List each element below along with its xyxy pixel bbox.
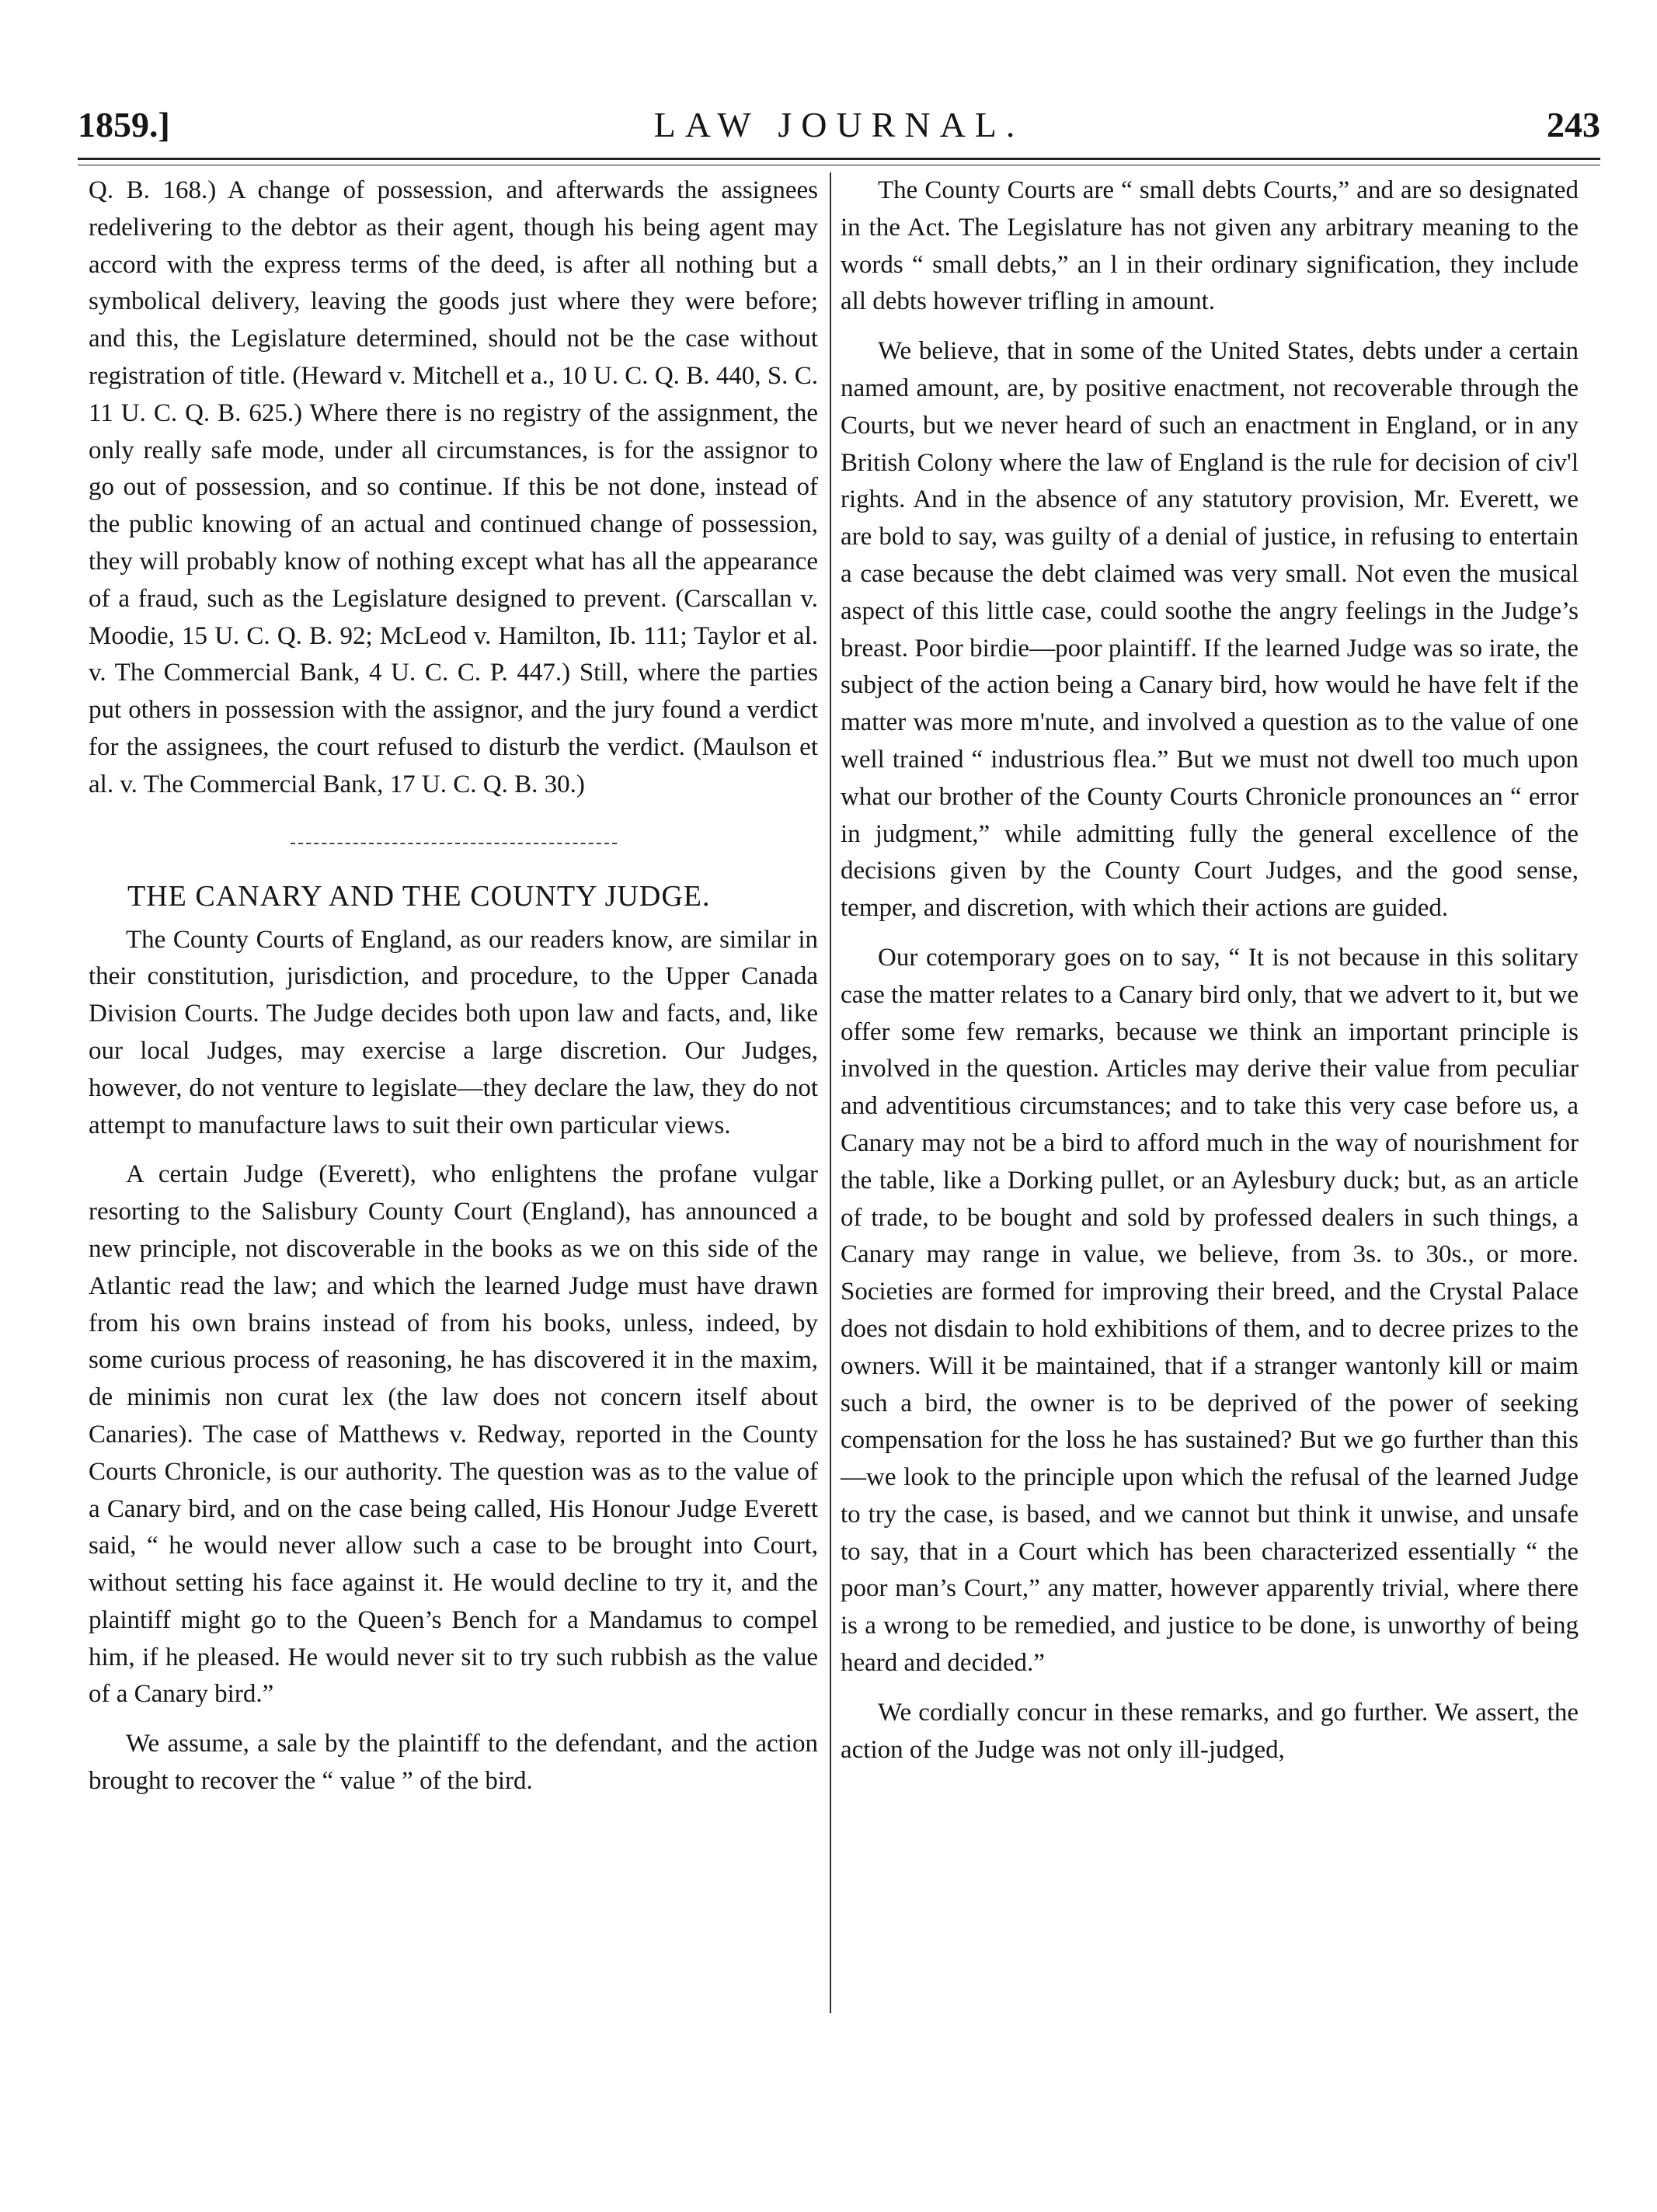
page-header <box>78 101 1600 155</box>
header-rule <box>78 158 1600 165</box>
header-title: LAW JOURNAL. <box>653 105 1025 144</box>
right-column <box>841 172 1579 1769</box>
left-column <box>89 172 818 1800</box>
column-divider <box>830 172 831 2013</box>
header-year: 1859.] <box>78 105 170 144</box>
left-paragraph-4: We assume, a sale by the plaintiff to the defendant, and the action brought to recover the “ value ” of the bird. <box>89 1730 818 1796</box>
left-paragraph-1: Q. B. 168.) A change of possession, and afterwards the assignees redelivering to the debtor as their agent, though his being agent may accord with the express terms of the deed, is after all nothing but a symbolical delivery, leaving the goods just where they were before; and this, the Legislature determined, should not be the case without registration of title. (Heward v. Mitchell et a., 10 U. C. Q. B. 440, S. C. 11 U. C. Q. B. 625.) Where there is no registry of the assignment, the only really safe mode, under all circumstances, is for the assignor to go out of possession, and so continue. If this be not done, instead of the public knowing of an actual and continued change of possession, they will probably know of nothing except what has all the appearance of a fraud, such as the Legislature designed to prevent. (Carscallan v. Moodie, 15 U. C. Q. B. 92; McLeod v. Hamilton, Ib. 111; Taylor et al. v. The Commercial Bank, 4 U. C. C. P. 447.) Still, where the parties put others in possession with the assignor, and the jury found a verdict for the assignees, the court refused to disturb the verdict. (Maulson et al. v. The Commercial Bank, 17 U. C. Q. B. 30.) <box>89 176 818 798</box>
left-paragraph-2: The County Courts of England, as our readers know, are similar in their constitution, jurisdiction, and procedure, to the Upper Canada Division Courts. The Judge decides both upon law and facts, and, like our local Judges, may exercise a large discretion. Our Judges, however, do not venture to legislate—they declare the law, they do not attempt to manufacture laws to suit their own particular views. <box>89 925 818 1139</box>
header-page-number: 243 <box>1547 105 1600 144</box>
section-separator <box>291 843 617 844</box>
left-paragraph-3: A certain Judge (Everett), who enlightens the profane vulgar resorting to the Salisbury County Court (England), has announced a new principle, not discoverable in the books as we on this side of the Atlantic read the law; and which the learned Judge must have drawn from his own brains instead of from his books, unless, indeed, by some curious process of reasoning, he has discovered it in the maxim, de minimis non curat lex (the law does not concern itself about Canaries). The case of Matthews v. Redway, reported in the County Courts Chronicle, is our authority. The question was as to the value of a Canary bird, and on the case being called, His Honour Judge Everett said, “ he would never allow such a case to be brought into Court, without setting his face against it. He would decline to try it, and the plaintiff might go to the Queen’s Bench for a Mandamus to compel him, if he pleased. He would never sit to try such rubbish as the value of a Canary bird.” <box>89 1160 818 1709</box>
right-paragraph-3: Our cotemporary goes on to say, “ It is not because in this solitary case the matter relates to a Canary bird only, that we advert to it, but we offer some few remarks, because we think an important principle is involved in the question. Articles may derive their value from peculiar and adventitious circumstances; and to take this very case before us, a Canary may not be a bird to afford much in the way of nourishment for the table, like a Dorking pullet, or an Aylesbury duck; but, as an article of trade, to be bought and sold by professed dealers in such things, a Canary may range in value, we believe, from 3s. to 30s., or more. Societies are formed for improving their breed, and the Crystal Palace does not disdain to hold exhibitions of them, and to decree prizes to the owners. Will it be maintained, that if a stranger wantonly kill or maim such a bird, the owner is to be deprived of the power of seeking compensation for the loss he has sustained? But we go further than this—we look to the principle upon which the refusal of the learned Judge to try the case, is based, and we cannot but think it unwise, and unsafe to say, that in a Court which has been characterized essentially “ the poor man’s Court,” any matter, however apparently trivial, where there is a wrong to be remedied, and justice to be done, is unworthy of being heard and decided.” <box>841 943 1579 1678</box>
right-paragraph-2: We believe, that in some of the United States, debts under a certain named amount, are, by positive enactment, not recoverable through the Courts, but we never heard of such an enactment in England, or in any British Colony where the law of England is the rule for decision of civ'l rights. And in the absence of any statutory provision, Mr. Everett, we are bold to say, was guilty of a denial of justice, in refusing to entertain a case because the debt claimed was very small. Not even the musical aspect of this little case, could soothe the angry feelings in the Judge’s breast. Poor birdie—poor plaintiff. If the learned Judge was so irate, the subject of the action being a Canary bird, how would he have felt if the matter was more m'nute, and involved a question as to the value of one well trained “ industrious flea.” But we must not dwell too much upon what our brother of the County Courts Chronicle pronounces an “ error in judgment,” while admitting fully the general excellence of the decisions given by the County Court Judges, and the good sense, temper, and discretion, with which their actions are guided. <box>841 337 1579 923</box>
right-paragraph-4: We cordially concur in these remarks, and go further. We assert, the action of the Judge was not only ill-judged, <box>841 1698 1579 1764</box>
right-paragraph-1: The County Courts are “ small debts Courts,” and are so designated in the Act. The Legislature has not given any arbitrary meaning to the words “ small debts,” an l in their ordinary signification, they include all debts however trifling in amount. <box>841 176 1579 316</box>
article-title: THE CANARY AND THE COUNTY JUDGE. <box>127 879 711 913</box>
